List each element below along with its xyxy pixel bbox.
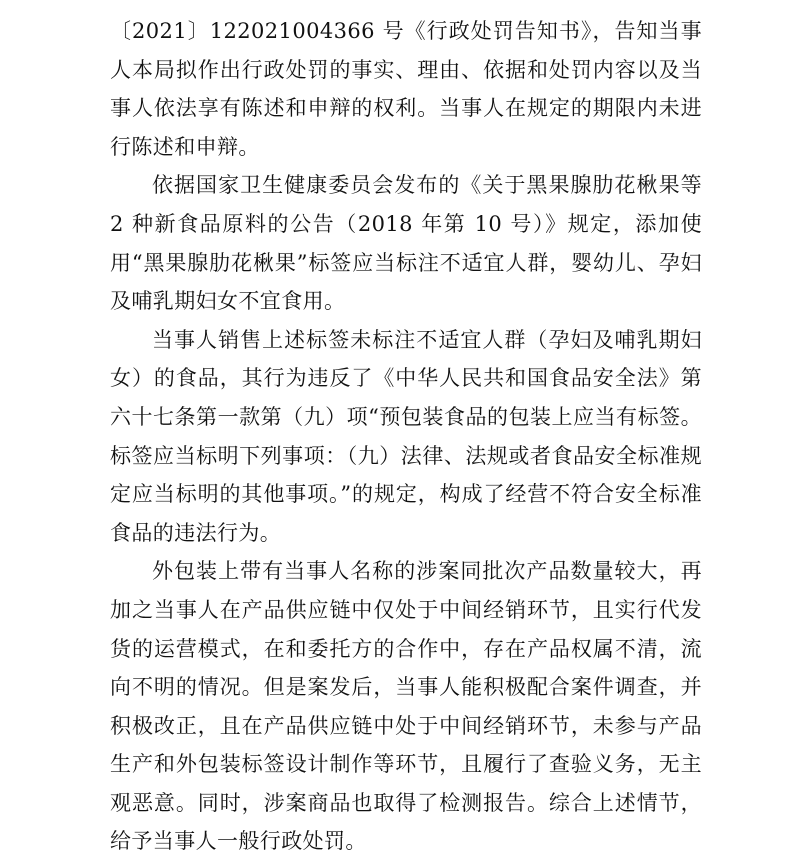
- paragraph-violation: 当事人销售上述标签未标注不适宜人群（孕妇及哺乳期妇女）的食品，其行为违反了《中华人民共和国食品安全法》第六十七条第一款第（九）项“预包装食品的包装上应当有标签。标签应当标明下列事项：（九）法律、法规或者食品安全标准规定应当标明的其他事项。”的规定，构成了经营不符合安全标准食品的违法行为。: [110, 327, 702, 545]
- paragraph-legal-basis: 依据国家卫生健康委员会发布的《关于黑果腺肋花楸果等 2 种新食品原料的公告（2018 年第 10 号）》规定，添加使用“黑果腺肋花楸果”标签应当标注不适宜人群，婴幼儿、孕妇及哺乳期妇女不宜食用。: [110, 173, 702, 314]
- paragraph-notice: 〔2021〕122021004366 号《行政处罚告知书》，告知当事人本局拟作出行政处罚的事实、理由、依据和处罚内容以及当事人依法享有陈述和申辩的权利。当事人在规定的期限内未进行陈述和申辩。: [110, 19, 702, 159]
- document-body: [110, 12, 702, 861]
- paragraph-penalty-decision: 外包装上带有当事人名称的涉案同批次产品数量较大，再加之当事人在产品供应链中仅处于中间经销环节，且实行代发货的运营模式，在和委托方的合作中，存在产品权属不清，流向不明的情况。但是案发后，当事人能积极配合案件调查，并积极改正，且在产品供应链中处于中间经销环节，未参与产品生产和外包装标签设计制作等环节，且履行了查验义务，无主观恶意。同时，涉案商品也取得了检测报告。综合上述情节，给予当事人一般行政处罚。: [110, 559, 702, 854]
